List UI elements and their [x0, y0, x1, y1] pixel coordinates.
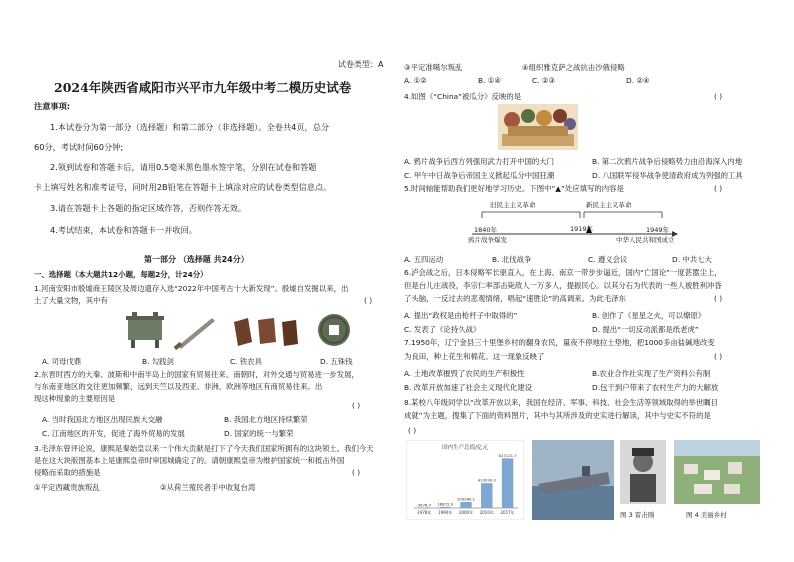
q1-line: 1.河南安阳市殷墟商王陵区及周边遗存入选“2022年中国考古十大新发现”。殷墟自发掘以来，出 — [34, 284, 349, 293]
q3-answer-paren: ( ) — [352, 468, 361, 477]
q7-option-b[interactable]: B.农业合作社实现了生产资料公有制 — [592, 369, 711, 378]
q7-line: 为良田，种上花生和棉花。这一现象反映了 — [404, 352, 545, 361]
timeline-1949: 1949年 — [646, 226, 670, 234]
coin-image — [318, 314, 350, 346]
q6-line: 但是台儿庄战役，李宗仁率部击毙敌人一万多人，提振民心。以其分石为代表的一些人被胜利冲昏 — [404, 281, 722, 290]
q6-line: 6.泸会战之后，日本侵略军长驱直入，在上海、南京一带步步逼近，国内“亡国论”一度甚嚣尘上， — [404, 268, 722, 277]
q3-item-4: ④组织雅克萨之战抗击沙俄侵略 — [522, 63, 625, 72]
q7-option-c[interactable]: B. 改革开放加速了社会主义现代化建设 — [404, 383, 533, 392]
q1-line: 土了大量文物，其中有 — [34, 296, 108, 305]
q6-option-a[interactable]: A. 提出“政权是由枪杆子中取得的” — [404, 311, 518, 320]
timeline-1949-event: 中华人民共和国成立 — [616, 236, 675, 244]
gdp-value-label: 413030.3 — [477, 477, 496, 483]
q3-option-c[interactable]: C. ②③ — [532, 76, 556, 85]
notice-line: 1.本试卷分为第一部分（选择题）和第二部分（非选择题）。全卷共4页，总分 — [50, 122, 330, 132]
gdp-category-label: 2017年 — [500, 510, 515, 515]
gdp-category-label: 1990年 — [438, 510, 453, 515]
q1-answer-paren: ( ) — [364, 296, 373, 305]
q7-line: 7.1950年，辽宁金县三十里堡乡村的翻身农民，量夜不停地拉土垫地，把1000多亩盐碱地改变 — [404, 338, 715, 347]
q2-option-c[interactable]: C. 江南地区的开发，促进了海外贸易的发展 — [42, 429, 185, 438]
q5-option-a[interactable]: A. 五四运动 — [404, 255, 444, 264]
gdp-category-label: 1978年 — [417, 510, 432, 515]
gdp-bar — [481, 483, 492, 508]
q1-option-b[interactable]: B. 勾践剑 — [142, 357, 174, 366]
q5-option-c[interactable]: C. 遵义会议 — [588, 255, 628, 264]
section-title: 一、选择题（本大题共12小题，每题2分，计24分） — [34, 270, 208, 279]
notice-line: 60分，考试时间60分钟; — [34, 142, 124, 152]
q5-option-b[interactable]: B. 北伐战争 — [492, 255, 532, 264]
q7-option-d[interactable]: D.包干到户带来了农村生产力的大解放 — [592, 383, 719, 392]
q3-option-d[interactable]: D. ②④ — [626, 76, 650, 85]
gdp-bar — [502, 458, 513, 508]
q4-option-b[interactable]: B. 第二次鸦片战争后侵略势力由沿海深入内地 — [592, 157, 743, 166]
q6-option-d[interactable]: D. 提出“一切反动派都是纸老虎” — [592, 325, 699, 334]
q6-option-c[interactable]: C. 发表了《论持久战》 — [404, 325, 481, 334]
q2-line: 与东南亚地区的交往更加频繁，远到天竺以及西亚、非洲、欧洲等地区有商贸易往来。出 — [34, 382, 323, 391]
notice-heading: 注意事项: — [34, 101, 71, 111]
q3-option-a[interactable]: A. ①② — [404, 76, 427, 85]
timeline-old-label: 旧民主主义革命 — [490, 201, 536, 209]
q1-option-a[interactable]: A. 司母戊鼎 — [42, 357, 82, 366]
q2-answer-paren: ( ) — [352, 401, 361, 410]
q2-line: 现这种现象的主要原因是 — [34, 394, 116, 403]
gdp-category-label: 2010年 — [479, 510, 494, 515]
q3-item-3: ③平定准噶尔叛乱 — [404, 63, 463, 72]
q1-option-c[interactable]: C. 铁农具 — [230, 357, 263, 366]
q2-option-d[interactable]: D. 国家的统一与繁荣 — [224, 429, 294, 438]
notice-line: 2.领到试卷和答题卡后，请用0.5毫米黑色墨水签字笔，分别在试卷和答题 — [50, 162, 317, 172]
gdp-value-label: 3678.7 — [417, 502, 432, 508]
chart-title: 国内生产总值/亿元 — [442, 445, 488, 451]
notice-line: 卡上填写姓名和准考证号，同时用2B铅笔在答题卡上填涂对应的试卷类型信息点。 — [34, 182, 332, 192]
q1-artifact-images — [126, 312, 360, 350]
q5-answer-paren: ( ) — [714, 184, 723, 193]
timeline-1840-event: 鸦片战争爆发 — [468, 236, 507, 244]
page-title: 2024年陕西省咸阳市兴平市九年级中考二模历史试卷 — [54, 80, 352, 95]
figure-4-caption: 图 4 美丽乡村 — [686, 511, 727, 519]
beautiful-village-image — [674, 440, 760, 504]
sword-image — [174, 318, 215, 350]
q4-option-d[interactable]: D. 八国联军侵华战争使清政府成为列强的工具 — [592, 171, 743, 180]
q8-line: 成就”为主题，搜集了下面的资料图片，其中与其所涉及的史实进行解读，其中与史实不符的是 — [404, 411, 711, 420]
gdp-bar — [419, 508, 430, 509]
q6-answer-paren: ( ) — [714, 294, 723, 303]
q6-line: 了头脑，一反过去的悲观情绪，唱起“速胜论”的高调来。为此毛泽东 — [404, 294, 626, 303]
timeline-1840: 1840年 — [474, 226, 498, 234]
gdp-value-label: 827121.7 — [498, 452, 517, 458]
q5-option-d[interactable]: D. 中共七大 — [672, 255, 712, 264]
q4-option-c[interactable]: C. 甲午中日战争后帝国主义掀起瓜分中国狂潮 — [404, 171, 555, 180]
part1-title: 第一部分 （选择题 共24分） — [144, 255, 249, 264]
gdp-value-label: 18872.9 — [437, 501, 454, 507]
q8-answer-paren: ( ) — [408, 426, 417, 435]
gdp-bar — [460, 502, 471, 508]
gdp-value-label: 100280.1 — [456, 496, 476, 502]
q6-option-b[interactable]: B. 创作了《星星之火，可以燎原》 — [592, 311, 706, 320]
q3-item-2: ②从荷兰殖民者手中收复台湾 — [160, 483, 256, 492]
q2-line: 2.东晋时西方的大秦、波斯和中南半岛上的国家有贸易往来。南朝时，对外交通与贸易进一步发展， — [34, 370, 359, 379]
notice-line: 3.请在答题卡上各题的指定区域作答，否则作答无效。 — [50, 203, 247, 213]
q1-option-d[interactable]: D. 五铢钱 — [320, 357, 353, 366]
gdp-bar — [439, 507, 450, 508]
timeline-new-label: 新民主主义革命 — [586, 201, 632, 209]
q3-option-b[interactable]: B. ①④ — [478, 76, 502, 85]
q3-line: 3.毛泽东曾评论说，康熙是秦始皇以来一个伟大贡献是打下了今天我们国家所拥有的这块领土。我们今天 — [34, 444, 374, 453]
iron-tool-image — [234, 318, 298, 346]
q2-option-b[interactable]: B. 我国北方地区持续繁荣 — [224, 415, 308, 424]
china-carving-cartoon-image — [498, 104, 578, 150]
notice-line: 4.考试结束，本试卷和答题卡一并收回。 — [50, 225, 197, 235]
q4-line: 4.如图《“China”被瓜分》反映的是 — [404, 92, 522, 101]
q3-line: 是在这大块版图基本上是康熙皇帝时审国城确定了的。请朝康熙皇帝为维护国家统一和抵击外国 — [34, 456, 345, 465]
timeline-1919: 1919年 — [570, 225, 594, 233]
ding-vessel-image — [126, 312, 164, 348]
q2-option-a[interactable]: A. 当时我国北方地区出现民族大交融 — [42, 415, 163, 424]
q5-line: 5.时间轴能帮助我们更好地学习历史。下图中“▲”处应填写的内容是 — [404, 184, 624, 193]
figure-3-caption: 图 3 雷击刚 — [620, 511, 655, 519]
q4-option-a[interactable]: A. 鸦片战争后西方列强用武力打开中国的大门 — [404, 157, 555, 166]
q3-item-1: ①平定西藏贵族叛乱 — [34, 483, 100, 492]
q4-answer-paren: ( ) — [714, 92, 723, 101]
q3-line: 侵略而采取的措施是 — [34, 468, 101, 477]
gdp-bar-chart — [406, 440, 524, 520]
q7-answer-paren: ( ) — [714, 352, 723, 361]
paper-type: 试卷类型：A — [338, 60, 384, 69]
aircraft-carrier-image — [532, 440, 614, 520]
q8-line: 8.某校八年级同学以“改革开放以来，我国在经济、军事、科技、社会生活等领域取得的举世瞩目 — [404, 398, 718, 407]
gdp-category-label: 2000年 — [458, 510, 474, 515]
lei-feng-portrait-image — [620, 440, 666, 504]
q7-option-a[interactable]: A. 土地改革摧毁了农民的生产积极性 — [404, 369, 525, 378]
